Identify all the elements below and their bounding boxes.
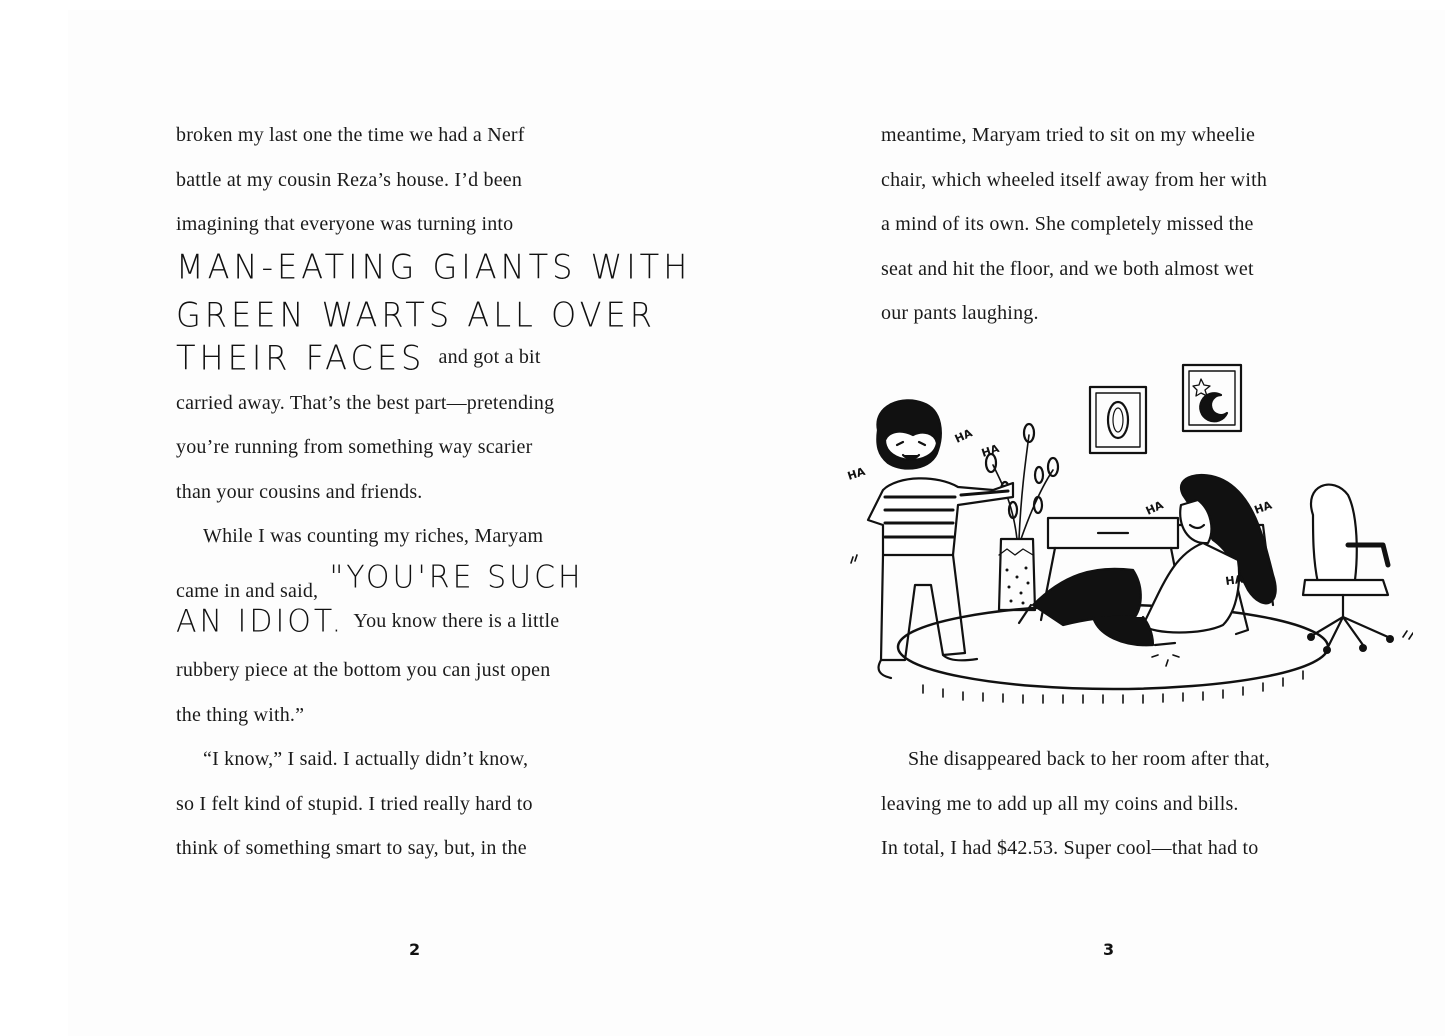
hand-lettering-line (176, 248, 691, 286)
hand-lettering-line (176, 339, 541, 377)
page-left-margin (0, 0, 68, 1036)
ha-label: HA (979, 442, 1001, 460)
ha-label: HA (1252, 498, 1274, 517)
hand-lettering-quote: "YOU'RE SUCH (329, 559, 584, 596)
text-line: you’re running from something way scarier (176, 436, 533, 458)
page-number: 3 (1103, 940, 1115, 959)
girl-laughing (1019, 475, 1276, 645)
text-line: carried away. That’s the best part—pretending (176, 392, 555, 414)
text-line: seat and hit the floor, and we both almost wet (881, 258, 1254, 280)
ha-label: HA (1143, 498, 1166, 518)
illustration-laughing-kids (843, 355, 1413, 705)
text-line: our pants laughing. (881, 302, 1039, 324)
boy-laughing (868, 400, 1013, 678)
hand-lettering-line (176, 296, 656, 334)
page-number: 2 (409, 940, 421, 959)
text-fragment: You know there is a little (353, 610, 560, 632)
text-line: than your cousins and friends. (176, 481, 423, 503)
text-line: the thing with.” (176, 704, 305, 726)
text-line: “I know,” I said. I actually didn’t know, (203, 748, 529, 770)
picture-frame (1090, 387, 1146, 453)
text-line: a mind of its own. She completely missed the (881, 213, 1254, 235)
text-line: broken my last one the time we had a Nerf (176, 124, 525, 146)
text-line: While I was counting my riches, Maryam (203, 525, 544, 547)
text-fragment: and got a bit (438, 346, 541, 368)
quote-line (176, 559, 584, 602)
quote-line (176, 604, 559, 639)
ha-label: HA (845, 465, 867, 483)
text-line: rubbery piece at the bottom you can just open (176, 659, 551, 681)
text-line: imagining that everyone was turning into (176, 213, 514, 235)
hand-lettering-text: MAN-EATING GIANTS WITH (176, 247, 692, 287)
text-fragment: came in and said, (176, 580, 319, 602)
rug-fringe (923, 671, 1303, 703)
hand-lettering-text: GREEN WARTS ALL OVER (176, 295, 656, 335)
text-line: meantime, Maryam tried to sit on my wheelie (881, 124, 1256, 146)
text-line: battle at my cousin Reza’s house. I’d been (176, 169, 523, 191)
ha-label: HA (952, 426, 975, 446)
hand-lettering-quote: AN IDIOT. (176, 603, 345, 640)
text-line: think of something smart to say, but, in the (176, 837, 527, 859)
wheelie-chair (1303, 485, 1394, 654)
text-line: so I felt kind of stupid. I tried really hard to (176, 793, 533, 815)
text-line: leaving me to add up all my coins and bills. (881, 793, 1239, 815)
text-line: In total, I had $42.53. Super cool—that had to (881, 837, 1259, 859)
hand-lettering-text: THEIR FACES (176, 338, 426, 378)
ha-label: HA (1224, 572, 1244, 588)
text-line: She disappeared back to her room after that, (908, 748, 1270, 770)
left-page (68, 0, 768, 1036)
text-line: chair, which wheeled itself away from her with (881, 169, 1268, 191)
